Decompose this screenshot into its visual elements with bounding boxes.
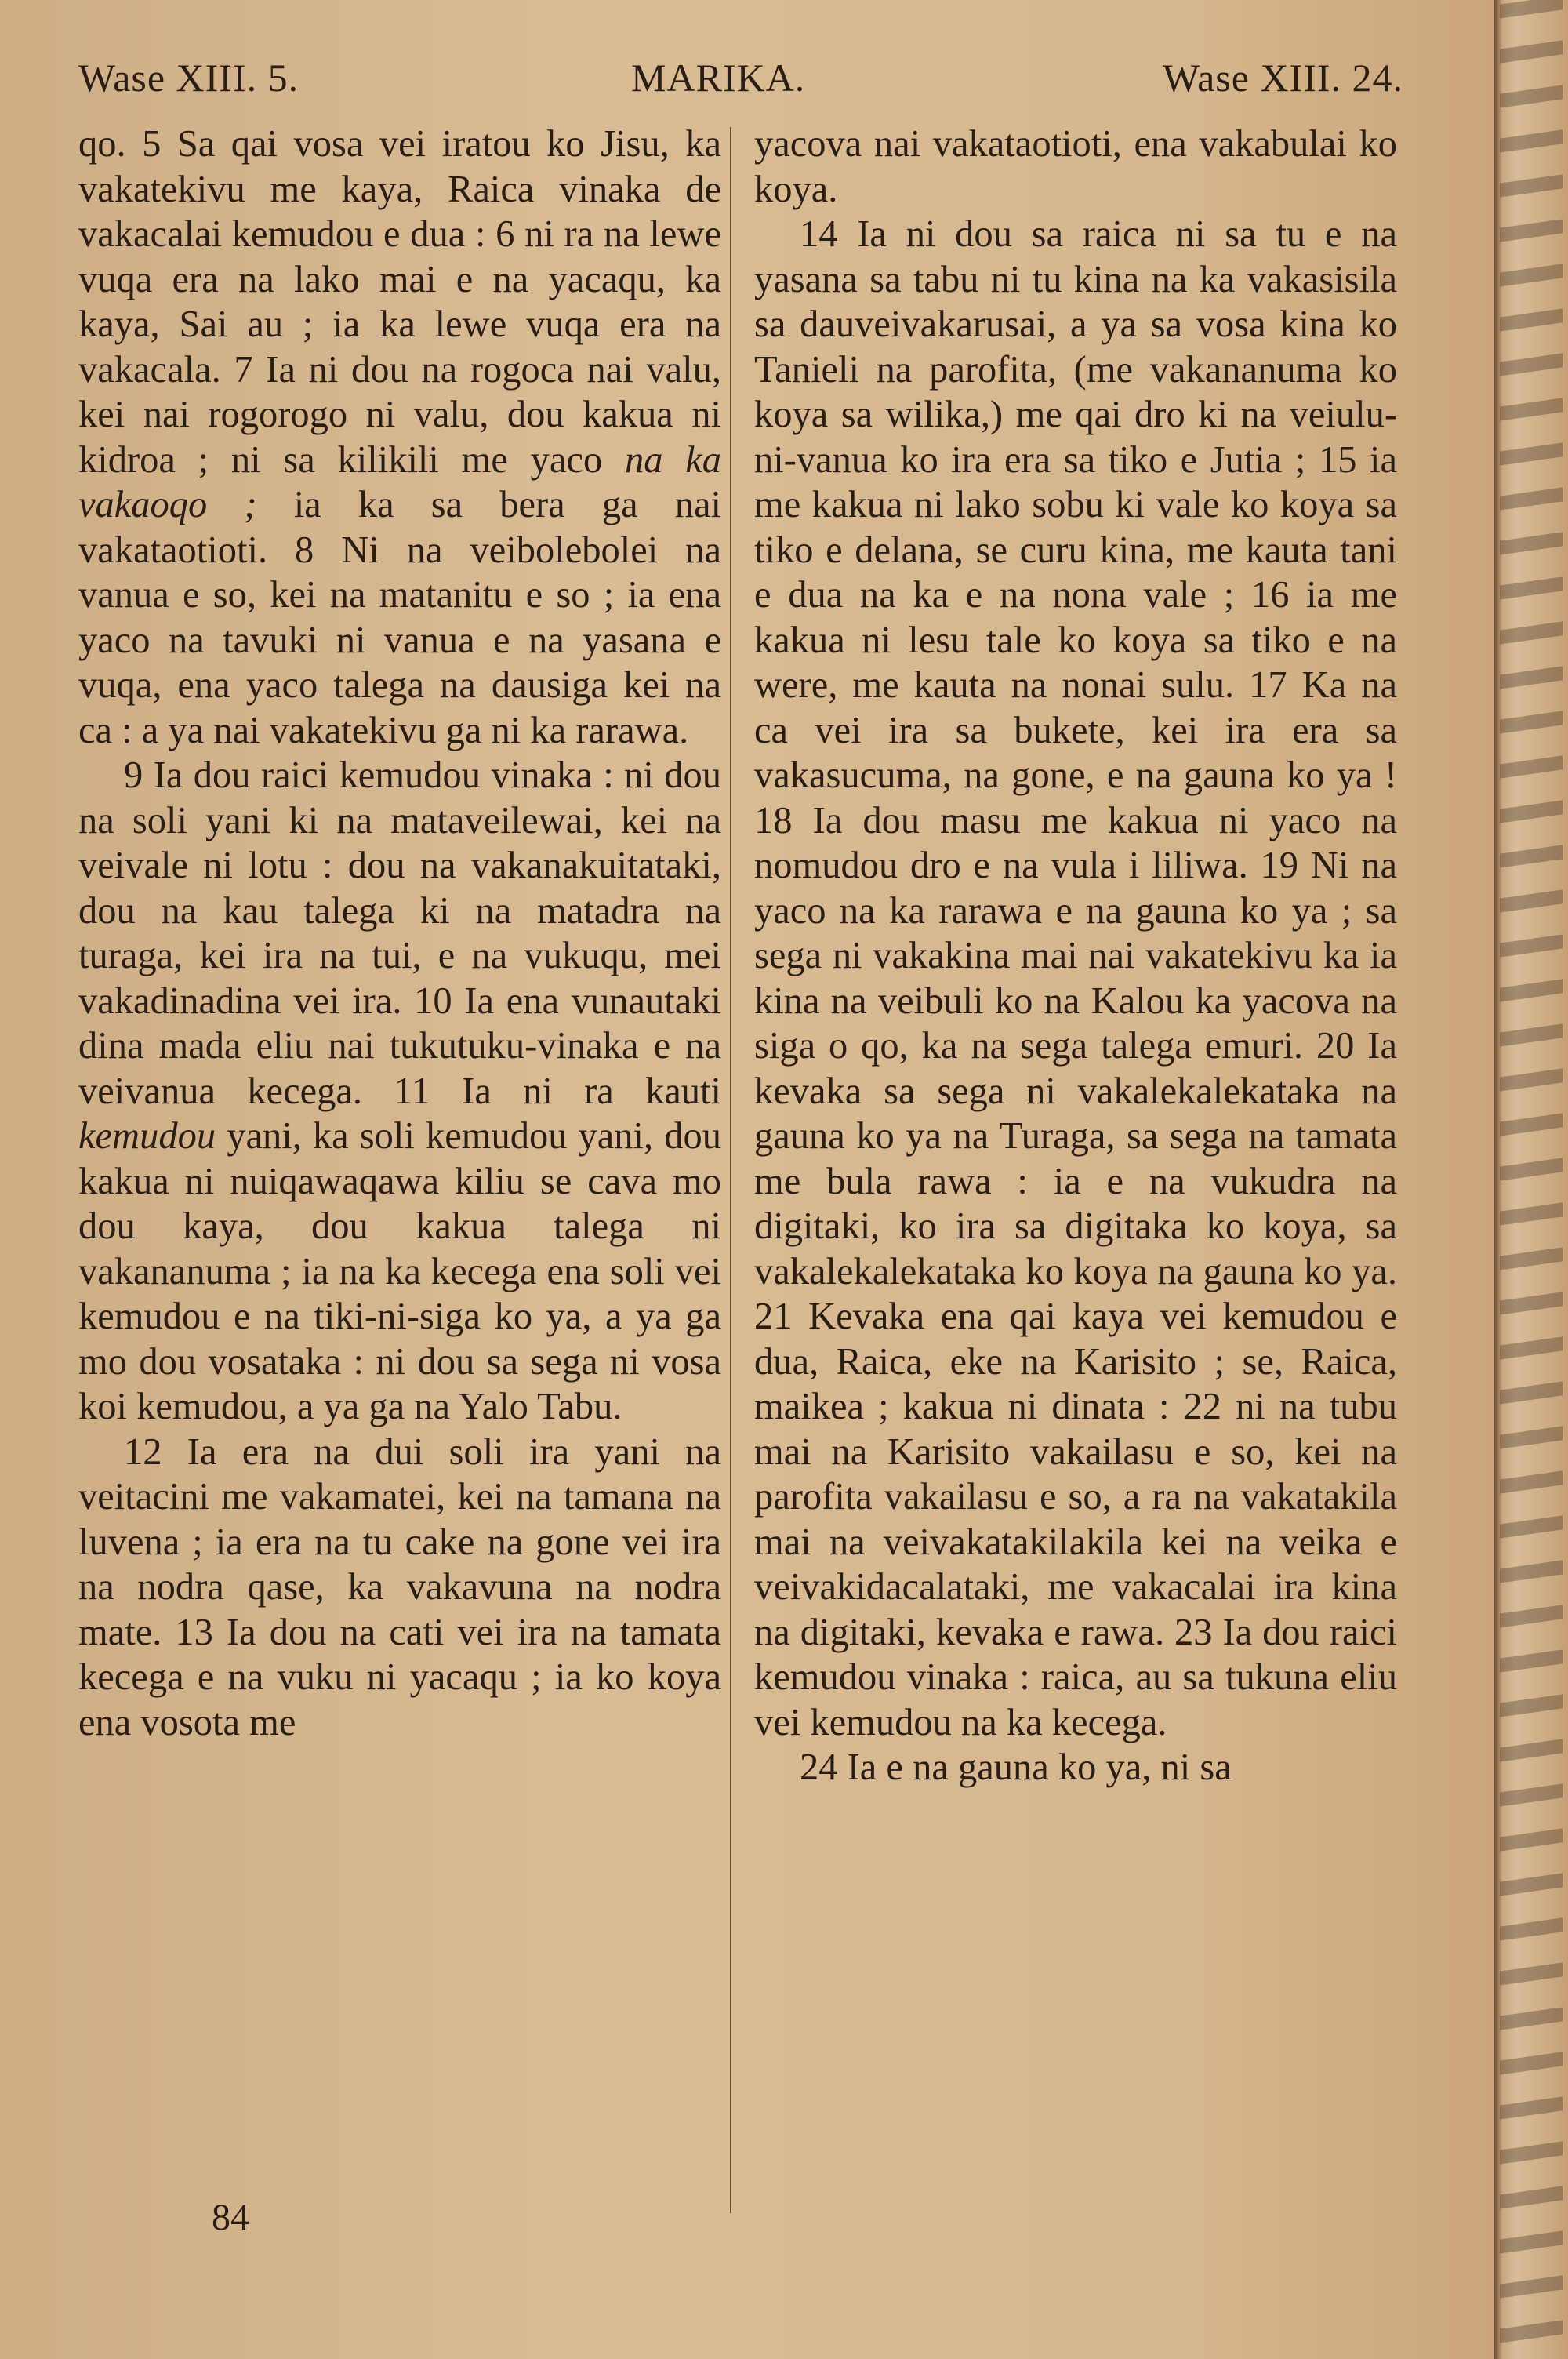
column-divider xyxy=(730,127,731,2213)
header-book-title: MARIKA. xyxy=(631,56,806,100)
left-p1-text-a: qo. 5 Sa qai vosa vei iratou ko Jisu, ka vakatekivu me kaya, Raica vinaka de vakacalai kemudou e dua : 6 ni ra na lewe vuqa era na lako mai e na yacaqu, ka kaya, Sai au ; ia ka lewe vuqa era na vakacala. 7 Ia ni dou na rogoca nai valu, kei nai rogorogo ni valu, dou kakua ni kidroa ; ni sa kilikili me yaco xyxy=(78,123,721,481)
right-paragraph-1: yacova nai vakataotioti, ena vakabulai ko koya. xyxy=(754,123,1397,210)
adjacent-page-text-strip xyxy=(1500,0,1563,2359)
header-left-reference: Wase XIII. 5. xyxy=(78,56,299,100)
left-paragraph-2 xyxy=(78,753,721,1430)
left-p2-italic: kemudou xyxy=(78,1115,216,1157)
left-paragraph-1 xyxy=(78,122,721,753)
left-p2-text-b: yani, ka soli kemudou yani, dou kakua ni nuiqawaqawa kiliu se cava mo dou kaya, dou kakua talega ni vakananuma ; ia na ka kecega ena soli vei kemudou e na tiki-ni-siga ko ya, a ya ga mo dou vosataka : ni dou sa sega ni vosa koi kemudou, a ya ga na Yalo Tabu. xyxy=(78,1115,721,1427)
left-p1-italic: na ka vakaoqo ; xyxy=(78,438,722,525)
right-paragraph-3: 24 Ia e na gauna ko ya, ni sa xyxy=(800,1747,1232,1788)
left-column xyxy=(78,122,721,1745)
page-number: 84 xyxy=(212,2197,249,2238)
left-p2-text-a: 9 Ia dou raici kemudou vinaka : ni dou na soli yani ki na mataveilewai, kei na veivale ni lotu : dou na vakanakuitataki, dou na kau talega ki na matadra na turaga, kei ira na tui, e na vukuqu, mei vakadinadina vei ira. 10 Ia ena vunautaki dina mada eliu nai tukutuku-vinaka e na veivanua kecega. 11 Ia ni ra kauti xyxy=(78,754,721,1112)
right-paragraph-2: 14 Ia ni dou sa raica ni sa tu e na yasana sa tabu ni tu kina na ka vakasisila sa dauveivakarusai, a ya sa vosa kina ko Tanieli na parofita, (me vakananuma ko koya sa wilika,) me qai dro ki na veiulu-ni-vanua ko ira era sa tiko e Jutia ; 15 ia me kakua ni lako sobu ki vale ko koya sa tiko e delana, se curu kina, me kauta tani e dua na ka e na nona vale ; 16 ia me kakua ni lesu tale ko koya sa tiko e na were, me kauta na nonai sulu. 17 Ka na ca vei ira sa bukete, kei ira era sa vakasucuma, na gone, e na gauna ko ya ! 18 Ia dou masu me kakua ni yaco na nomudou dro e na vula i liliwa. 19 Ni na yaco na ka rarawa e na gauna ko ya ; sa sega ni vakakina mai nai vakatekivu ka ia kina na veibuli ko na Kalou ka yacova na siga o qo, ka na sega talega emuri. 20 Ia kevaka sa sega ni vakalekalekataka na gauna ko ya na Turaga, sa sega na tamata me bula rawa : ia e na vukudra na digitaki, ko ira sa digitaka ko koya, sa vakalekalekataka ko koya na gauna ko ya. 21 Kevaka ena qai kaya vei kemudou e dua, Raica, eke na Karisito ; se, Raica, maikea ; kakua ni dinata : 22 ni na tubu mai na Karisito vakailasu e so, kei na parofita vakailasu e so, a ra na vakatakila mai na veivakatakilakila kei na veika e veivakidacalataki, me vakacalai ira kina na digitaki, kevaka e rawa. 23 Ia dou raici kemudou vinaka : raica, au sa tukuna eliu vei kemudou na ka kecega. xyxy=(754,213,1397,1743)
adjacent-page-edge xyxy=(1494,0,1568,2359)
right-column xyxy=(754,122,1397,1790)
header-right-reference: Wase XIII. 24. xyxy=(1162,56,1403,100)
running-head xyxy=(78,55,1403,110)
left-paragraph-3: 12 Ia era na dui soli ira yani na veitacini me vakamatei, kei na tamana na luvena ; ia era na tu cake na gone vei ira na nodra qase, ka vakavuna na nodra mate. 13 Ia dou na cati vei ira na tamata kecega e na vuku ni yacaqu ; ia ko koya ena vosota me xyxy=(78,1430,721,1743)
left-p1-text-b: ia ka sa bera ga nai vakataotioti. 8 Ni na veibolebolei na vanua e so, kei na matanitu e so ; ia ena yaco na tavuki ni vanua e na yasana e vuqa, ena yaco talega na dausiga kei na ca : a ya nai vakatekivu ga ni ka rarawa. xyxy=(78,484,721,751)
